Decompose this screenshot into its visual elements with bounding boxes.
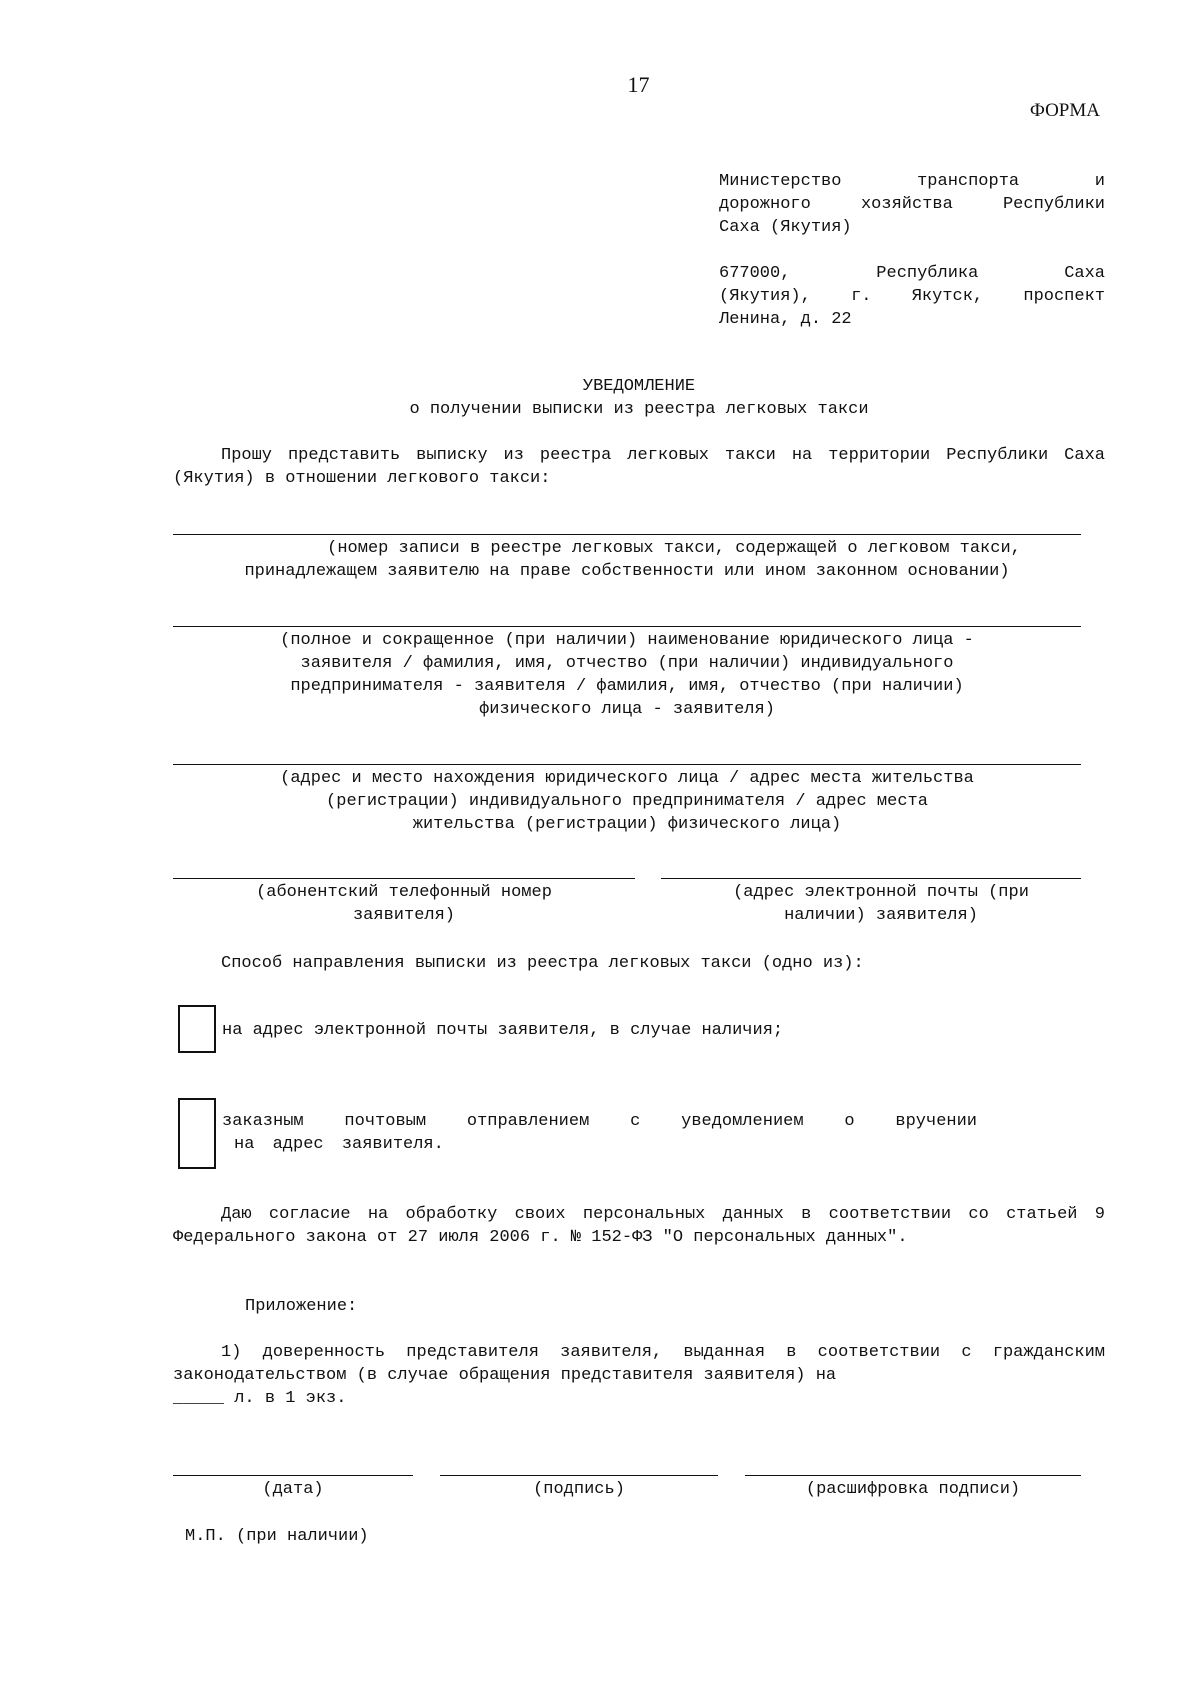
address-caption xyxy=(173,767,1081,836)
date-field-line[interactable] xyxy=(173,1475,413,1476)
registry-number-field-line[interactable] xyxy=(173,534,1081,535)
caption-line: (адрес и место нахождения юридического лица / адрес места жительства xyxy=(280,769,974,788)
date-label: (дата) xyxy=(262,1480,324,1499)
caption-line: (адрес электронной почты (при xyxy=(733,883,1029,902)
caption-line: жительства (регистрации) физического лица) xyxy=(412,815,842,834)
signature-field-line[interactable] xyxy=(440,1475,718,1476)
phone-caption xyxy=(173,881,635,927)
addressee-org xyxy=(719,170,1105,239)
page-number: 17 xyxy=(627,72,650,97)
document-subtitle: о получении выписки из реестра легковых такси xyxy=(409,400,869,419)
addressee-address-line: Ленина, д. 22 xyxy=(719,310,852,329)
email-field-line[interactable] xyxy=(661,878,1081,879)
signature-label: (подпись) xyxy=(533,1480,625,1499)
email-option-label: на адрес электронной почты заявителя, в случае наличия; xyxy=(222,1021,784,1040)
form-label: ФОРМА xyxy=(1029,100,1100,121)
applicant-name-caption xyxy=(173,629,1081,721)
registry-number-caption xyxy=(173,537,1105,583)
mail-option-label-line2: на адрес заявителя. xyxy=(234,1135,444,1154)
caption-line: предпринимателя - заявителя / фамилия, имя, отчество (при наличии) xyxy=(290,677,964,696)
mail-option-label-line1: заказным почтовым отправлением с уведомлением о вручении xyxy=(222,1112,977,1131)
addressee-org-line: Министерство транспорта и xyxy=(719,172,1105,191)
addressee-org-line: дорожного хозяйства Республики xyxy=(719,195,1105,214)
consent-text: Даю согласие на обработку своих персональных данных в соответствии со статьей 9 Федерального закона от 27 июля 2006 г. № 152-ФЗ "О персональных данных". xyxy=(173,1205,1105,1247)
addressee-address-line: (Якутия), г. Якутск, проспект xyxy=(719,287,1105,306)
caption-line: физического лица - заявителя) xyxy=(479,700,775,719)
signature-decoding-label: (расшифровка подписи) xyxy=(805,1480,1021,1499)
caption-line: (абонентский телефонный номер xyxy=(256,883,552,902)
email-option-checkbox[interactable] xyxy=(178,1005,216,1053)
phone-field-line[interactable] xyxy=(173,878,635,879)
email-caption xyxy=(661,881,1101,927)
caption-line: наличии) заявителя) xyxy=(784,906,978,925)
caption-line: заявителя / фамилия, имя, отчество (при наличии) индивидуального xyxy=(300,654,954,673)
document-title: УВЕДОМЛЕНИЕ xyxy=(582,377,696,396)
caption-line: (номер записи в реестре легковых такси, содержащей о легковом такси, xyxy=(327,539,1021,558)
mail-option-checkbox[interactable] xyxy=(178,1098,216,1169)
addressee-address xyxy=(719,262,1105,331)
request-text: Прошу представить выписку из реестра легковых такси на территории Республики Саха (Якутия) в отношении легкового такси: xyxy=(173,446,1105,488)
caption-line: (полное и сокращенное (при наличии) наименование юридического лица - xyxy=(280,631,974,650)
signature-decoding-field-line[interactable] xyxy=(745,1475,1081,1476)
applicant-name-field-line[interactable] xyxy=(173,626,1081,627)
address-field-line[interactable] xyxy=(173,764,1081,765)
delivery-method-label: Способ направления выписки из реестра легковых такси (одно из): xyxy=(221,954,864,973)
caption-line: принадлежащем заявителю на праве собственности или ином законном основании) xyxy=(244,562,1010,581)
addressee-org-line: Саха (Якутия) xyxy=(719,218,852,237)
attachment-label: Приложение: xyxy=(245,1297,358,1316)
caption-line: заявителя) xyxy=(352,906,456,925)
attachment-pages: _____ л. в 1 экз. xyxy=(173,1389,347,1408)
stamp-label: М.П. (при наличии) xyxy=(185,1527,369,1546)
caption-line: (регистрации) индивидуального предпринимателя / адрес места xyxy=(326,792,928,811)
attachment-item: 1) доверенность представителя заявителя, выданная в соответствии с гражданским законодательством (в случае обращения представителя заявителя) на xyxy=(173,1343,1105,1385)
addressee-address-line: 677000, Республика Саха xyxy=(719,264,1105,283)
